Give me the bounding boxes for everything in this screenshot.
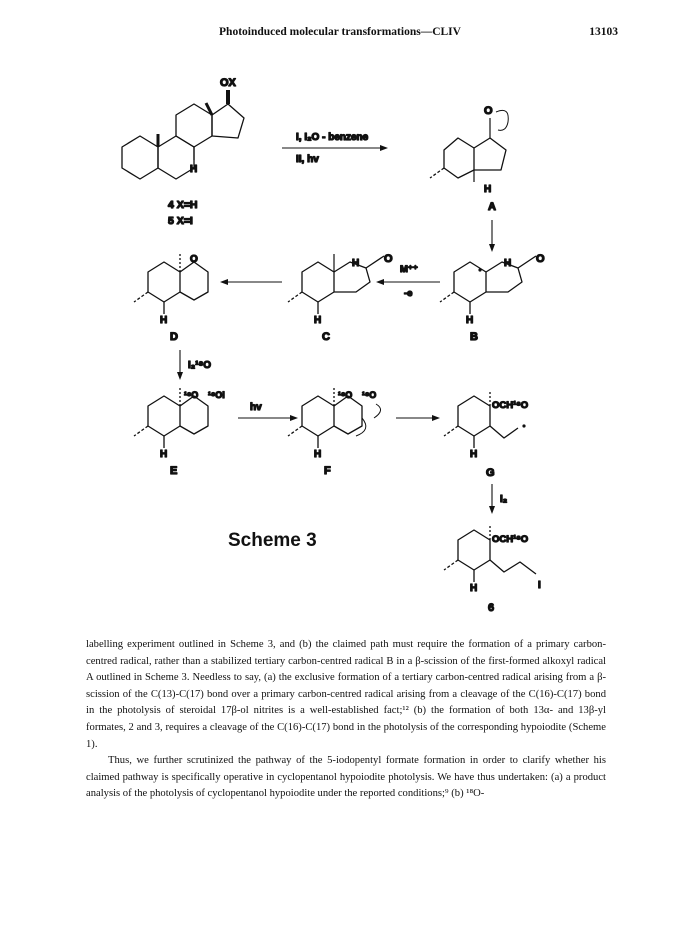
h-label: H bbox=[190, 164, 198, 175]
paragraph-1: labelling experiment outlined in Scheme 3, and (b) the claimed path must require the formation of a primary carbon-centred radical, rather than a stabilized tertiary carbon-centred radical B in a β-scission of the first-formed alkoxyl radical A outlined in Scheme 3. Needless to say, (a) the exclusive formation of a tertiary carbon-centred radical arising from a β-scission of the C(13)-C(17) bond over a primary carbon-centred radical arising from a cleavage of the C(16)-C(17) bond in the photolysis of steroidal 17β-ol nitrites is a well-established fact;¹² (b) the formation of both 13α- and 13β-yl formates, 2 and 3, requires a cleavage of the C(16)-C(17) bond in the photolysis of the corresponding hypoiodite (Scheme 1). bbox=[86, 639, 606, 750]
compound-5-label: 5 X=I bbox=[168, 215, 193, 227]
intermediate-b-structure bbox=[440, 256, 536, 314]
b-h2-label: H bbox=[466, 315, 474, 326]
intermediate-a-structure bbox=[430, 110, 508, 182]
e-o-label: ¹⁸O bbox=[184, 390, 199, 400]
e-oi-label: ¹⁸OI bbox=[208, 390, 225, 400]
f-o-label: ¹⁸O bbox=[338, 390, 353, 400]
f-h-label: H bbox=[314, 449, 322, 460]
label-6: 6 bbox=[488, 602, 495, 614]
c-h-label: H bbox=[352, 258, 360, 269]
e-h-label: H bbox=[160, 449, 168, 460]
body-text bbox=[86, 637, 606, 803]
b-o-label: O bbox=[536, 253, 545, 265]
a-o-label: O bbox=[484, 105, 493, 117]
scheme-caption: Scheme 3 bbox=[228, 530, 317, 551]
b-h-label: H bbox=[504, 258, 512, 269]
ox-group-label: OX bbox=[220, 77, 236, 89]
reagent-e-f: hv bbox=[250, 402, 262, 413]
compound-4-label: 4 X=H bbox=[168, 199, 198, 211]
label-b: B bbox=[470, 331, 478, 343]
g-h-label: H bbox=[470, 449, 478, 460]
g-och-label: OCH¹⁸O bbox=[492, 400, 529, 411]
running-header-title: Photoinduced molecular transformations—CLIV bbox=[219, 26, 461, 38]
intermediate-c-structure bbox=[288, 254, 384, 314]
product-6-structure bbox=[444, 524, 536, 582]
f-o2-label: ¹⁸O bbox=[362, 390, 377, 400]
p6-i-label: I bbox=[538, 580, 541, 591]
c-h2-label: H bbox=[314, 315, 322, 326]
intermediate-g-structure bbox=[444, 390, 529, 448]
p6-h-label: H bbox=[470, 583, 478, 594]
reagent-1-bottom: II, hv bbox=[296, 154, 319, 165]
label-f: F bbox=[324, 465, 331, 477]
d-o-label: O bbox=[190, 254, 198, 265]
page-number: 13103 bbox=[589, 26, 618, 38]
label-g: G bbox=[486, 467, 495, 479]
reagent-1-top: I, I₂O - benzene bbox=[296, 132, 369, 143]
paragraph-2: Thus, we further scrutinized the pathway of the 5-iodopentyl formate formation in order to clarify whether his claimed pathway is specifically operative in cyclopentanol hypoiodite photolysis. We have thus undertaken: (a) a product analysis of the photolysis of cyclopentanol hypoiodite under the reported conditions;⁹ (b) ¹⁸O- bbox=[86, 755, 606, 800]
label-c: C bbox=[322, 331, 330, 343]
label-d: D bbox=[170, 331, 178, 343]
p6-och-label: OCH¹⁸O bbox=[492, 534, 529, 545]
a-h-label: H bbox=[484, 184, 492, 195]
steroid-structure bbox=[122, 90, 244, 179]
reagent-g-6: I₂ bbox=[500, 494, 508, 505]
d-h-label: H bbox=[160, 315, 168, 326]
reagent-b-c-bottom: -e bbox=[404, 288, 413, 299]
label-a: A bbox=[488, 201, 496, 213]
reagent-b-c-top: M⁺⁺ bbox=[400, 264, 418, 275]
label-e: E bbox=[170, 465, 178, 477]
c-o-label: O bbox=[384, 253, 393, 265]
reagent-d-e: I₂¹⁸O bbox=[188, 360, 212, 371]
